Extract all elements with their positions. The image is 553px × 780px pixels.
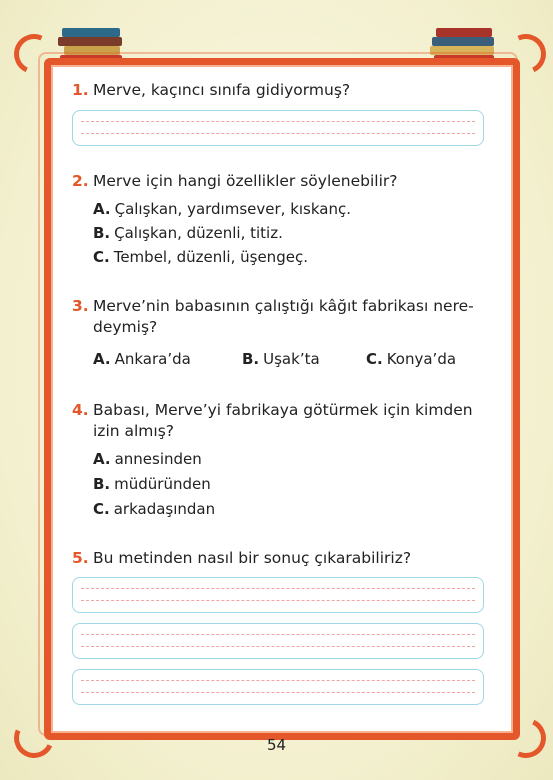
question-text: Merve için hangi özellikler söylenebilir? xyxy=(93,172,398,190)
question-number: 4. xyxy=(72,401,89,419)
question-number: 3. xyxy=(72,297,89,315)
option-b[interactable]: B. Çalışkan, düzenli, titiz. xyxy=(93,224,283,242)
option-c[interactable]: C. arkadaşından xyxy=(93,500,216,518)
option-b[interactable]: B. Uşak’ta xyxy=(242,350,320,368)
question-number: 2. xyxy=(72,172,89,190)
question-2 xyxy=(72,171,484,192)
answer-box-5c[interactable] xyxy=(72,669,484,705)
question-text: Merve’nin babasının çalıştığı kâğıt fabrikası nere- xyxy=(93,297,474,315)
question-text: Merve, kaçıncı sınıfa gidiyormuş? xyxy=(93,81,351,99)
page-number: 54 xyxy=(266,736,287,754)
option-c[interactable]: C. Tembel, düzenli, üşengeç. xyxy=(93,248,308,266)
question-3 xyxy=(72,296,484,338)
option-b[interactable]: B. müdüründen xyxy=(93,475,211,493)
answer-box-5b[interactable] xyxy=(72,623,484,659)
answer-box-5a[interactable] xyxy=(72,577,484,613)
option-c[interactable]: C. Konya’da xyxy=(366,350,457,368)
question-5 xyxy=(72,548,484,569)
question-number: 1. xyxy=(72,81,89,99)
question-number: 5. xyxy=(72,549,89,567)
option-a[interactable]: A. Ankara’da xyxy=(93,350,191,368)
option-a[interactable]: A. Çalışkan, yardımsever, kıskanç. xyxy=(93,200,351,218)
question-1 xyxy=(72,80,484,101)
question-4 xyxy=(72,400,484,442)
option-a[interactable]: A. annesinden xyxy=(93,450,202,468)
question-text: Babası, Merve’yi fabrikaya götürmek için kimden xyxy=(93,401,473,419)
question-text-line2: deymiş? xyxy=(93,318,158,336)
answer-box-1[interactable] xyxy=(72,110,484,146)
question-text: Bu metinden nasıl bir sonuç çıkarabiliriz? xyxy=(93,549,412,567)
question-text-line2: izin almış? xyxy=(93,422,175,440)
